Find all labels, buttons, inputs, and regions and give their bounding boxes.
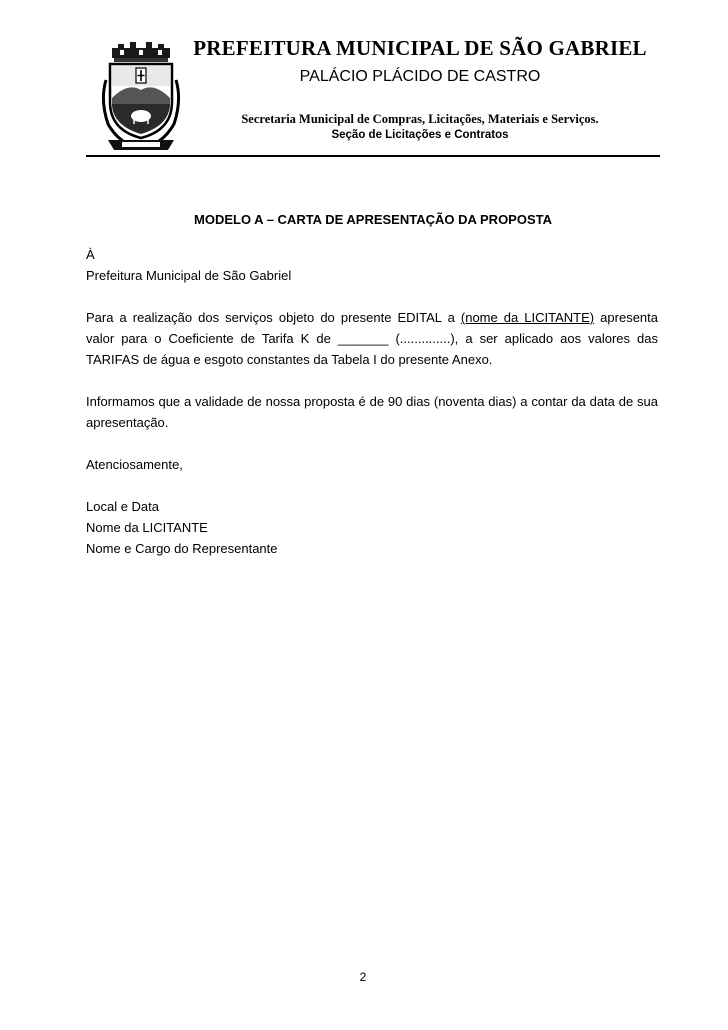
- closing-line: Atenciosamente,: [86, 457, 183, 472]
- header-section: Seção de Licitações e Contratos: [331, 129, 509, 141]
- header-secretaria: Secretaria Municipal de Compras, Licitações, Materiais e Serviços.: [241, 112, 599, 126]
- header-palace: PALÁCIO PLÁCIDO DE CASTRO: [299, 68, 541, 85]
- signature-bidder-name: Nome da LICITANTE: [86, 520, 208, 535]
- paragraph-proposal: [86, 307, 658, 370]
- signature-representative: Nome e Cargo do Representante: [86, 541, 278, 556]
- paragraph-validity: Informamos que a validade de nossa proposta é de 90 dias (noventa dias) a contar da data de sua apresentação.: [86, 394, 658, 430]
- paragraph-proposal-text-2: apresenta valor para o Coeficiente de Tarifa K de _______ (..............), a ser aplicado aos valores das TARIFAS de água e esgoto constantes da Tabela I do presente Anexo.: [86, 310, 658, 367]
- addressee-line-2: Prefeitura Municipal de São Gabriel: [86, 268, 292, 283]
- page-number: 2: [359, 970, 367, 984]
- document-body: [86, 244, 658, 559]
- spacer: [86, 433, 658, 454]
- coat-of-arms-icon: [98, 40, 184, 152]
- paragraph-proposal-text-1: Para a realização dos serviços objeto do presente EDITAL a: [86, 310, 461, 325]
- spacer: [86, 370, 658, 391]
- spacer: [86, 286, 658, 307]
- bidder-name-placeholder: (nome da LICITANTE): [460, 310, 595, 325]
- header-divider: [86, 155, 660, 157]
- document-title: MODELO A – CARTA DE APRESENTAÇÃO DA PROPOSTA: [194, 212, 552, 227]
- signature-place-date: Local e Data: [86, 499, 159, 514]
- addressee-line-1: À: [86, 247, 95, 262]
- spacer: [86, 475, 658, 496]
- header-title: PREFEITURA MUNICIPAL DE SÃO GABRIEL: [193, 36, 647, 60]
